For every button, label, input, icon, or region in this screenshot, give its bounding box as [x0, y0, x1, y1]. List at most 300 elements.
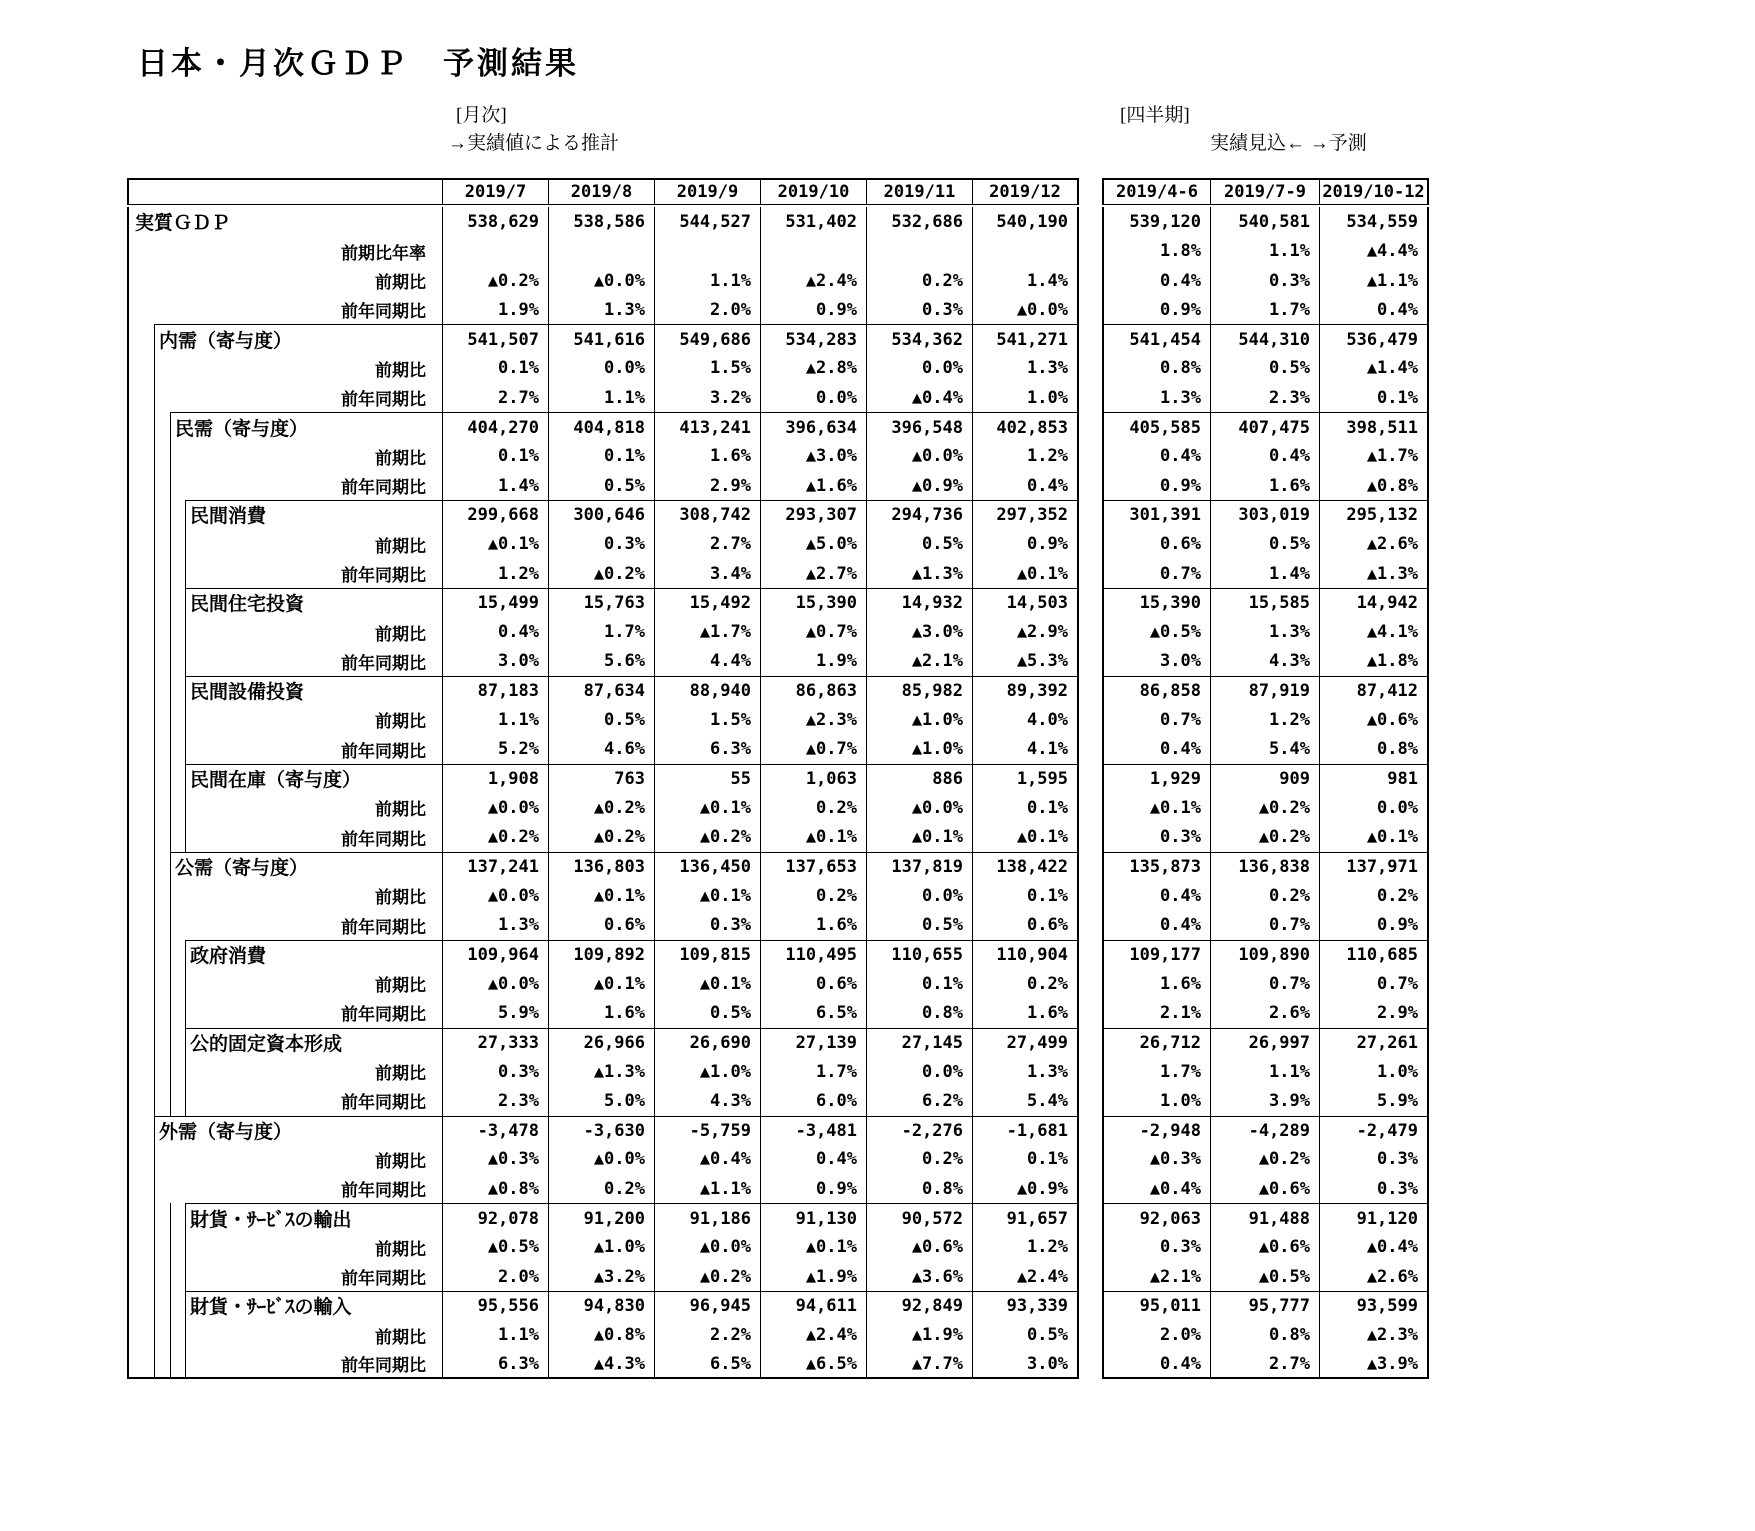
monthly-cell: ▲2.3%: [761, 705, 867, 734]
monthly-cell: 0.2%: [761, 881, 867, 910]
monthly-cell: 4.3%: [655, 1086, 761, 1115]
monthly-cell: 0.2%: [761, 793, 867, 822]
monthly-cell: 92,078: [443, 1203, 549, 1232]
monthly-cell: 1,908: [443, 764, 549, 793]
table-gap: [1079, 324, 1102, 353]
monthly-cell: 1.1%: [655, 266, 761, 295]
hierarchy-guide-line: [154, 1086, 155, 1115]
monthly-cell: 0.0%: [867, 354, 973, 383]
row-label: [127, 969, 443, 998]
row-label-text: 外需（寄与度）: [159, 1121, 293, 1143]
hierarchy-guide-line: [185, 998, 186, 1027]
hierarchy-guide-line: [154, 1350, 155, 1377]
monthly-cell: 763: [549, 764, 655, 793]
monthly-cell: 6.3%: [443, 1350, 549, 1379]
row-label: [127, 588, 443, 617]
table-gap: [1079, 1086, 1102, 1115]
hierarchy-guide-line: [154, 1057, 155, 1086]
monthly-cell: ▲0.4%: [867, 383, 973, 412]
hierarchy-guide-line: [170, 1086, 171, 1115]
monthly-cell: [549, 237, 655, 266]
hierarchy-guide-line: [170, 676, 171, 705]
page-title: 日本・月次ＧＤＰ 予測結果: [137, 46, 579, 81]
row-label-text: 前期比: [375, 360, 426, 380]
quarterly-cell: 5.9%: [1320, 1086, 1429, 1115]
quarterly-cell: ▲0.6%: [1211, 1233, 1320, 1262]
monthly-cell: 0.9%: [973, 530, 1079, 559]
quarterly-cell: 136,838: [1211, 852, 1320, 881]
monthly-cell: 538,629: [443, 207, 549, 236]
quarterly-cell: 0.7%: [1320, 969, 1429, 998]
monthly-cell: 0.2%: [867, 1145, 973, 1174]
hierarchy-guide-line: [185, 823, 186, 852]
table-gap: [1079, 881, 1102, 910]
hierarchy-guide-line: [185, 705, 186, 734]
monthly-cell: 3.2%: [655, 383, 761, 412]
hierarchy-guide-line: [185, 1233, 186, 1262]
monthly-cell: 4.4%: [655, 647, 761, 676]
table-gap: [1079, 705, 1102, 734]
quarterly-cell: 0.3%: [1102, 1233, 1211, 1262]
table-gap: [1079, 998, 1102, 1027]
hierarchy-guide-line: [154, 1291, 155, 1320]
hierarchy-guide-line: [154, 793, 155, 822]
monthly-cell: 87,183: [443, 676, 549, 705]
monthly-cell: 26,690: [655, 1028, 761, 1057]
monthly-cell: ▲2.4%: [761, 266, 867, 295]
quarterly-cell: 15,585: [1211, 588, 1320, 617]
quarterly-cell: 2.0%: [1102, 1321, 1211, 1350]
row-label: [127, 266, 443, 295]
monthly-cell: 0.4%: [443, 617, 549, 646]
table-gap: [1079, 823, 1102, 852]
quarterly-cell: 405,585: [1102, 412, 1211, 441]
monthly-cell: 1.1%: [443, 1321, 549, 1350]
monthly-cell: 2.3%: [443, 1086, 549, 1115]
monthly-cell: 2.9%: [655, 471, 761, 500]
table-gap: [1079, 969, 1102, 998]
hierarchy-guide-line: [154, 1028, 155, 1057]
monthly-cell: 95,556: [443, 1291, 549, 1320]
monthly-cell: 137,653: [761, 852, 867, 881]
hierarchy-guide-line: [185, 647, 186, 676]
hierarchy-guide-line: [154, 676, 155, 705]
quarterly-cell: 0.3%: [1211, 266, 1320, 295]
hierarchy-guide-line: [170, 500, 171, 529]
monthly-cell: 90,572: [867, 1203, 973, 1232]
monthly-cell: ▲1.3%: [867, 559, 973, 588]
monthly-cell: 136,450: [655, 852, 761, 881]
monthly-cell: ▲0.2%: [443, 266, 549, 295]
monthly-cell: 531,402: [761, 207, 867, 236]
quarterly-cell: 1.8%: [1102, 237, 1211, 266]
hierarchy-guide-line: [170, 998, 171, 1027]
hierarchy-guide-line: [185, 1291, 186, 1320]
table-gap: [1079, 1203, 1102, 1232]
quarterly-cell: 0.5%: [1211, 354, 1320, 383]
monthly-cell: 0.5%: [549, 471, 655, 500]
monthly-cell: -1,681: [973, 1116, 1079, 1145]
quarterly-cell: 1.6%: [1211, 471, 1320, 500]
table-gap: [1079, 647, 1102, 676]
hierarchy-guide-line: [170, 471, 171, 500]
hierarchy-guide-line: [170, 852, 171, 881]
hierarchy-guide-line: [170, 1057, 171, 1086]
monthly-cell: 15,763: [549, 588, 655, 617]
table-gap: [1079, 764, 1102, 793]
monthly-cell: 0.1%: [443, 442, 549, 471]
table-gap: [1079, 735, 1102, 764]
row-label: [127, 1057, 443, 1086]
row-label-text: 前期比: [375, 888, 426, 908]
monthly-cell: 1.5%: [655, 705, 761, 734]
monthly-cell: 404,270: [443, 412, 549, 441]
quarterly-cell: ▲1.7%: [1320, 442, 1429, 471]
monthly-cell: ▲0.7%: [761, 735, 867, 764]
hierarchy-guide-line: [185, 559, 186, 588]
monthly-cell: 396,548: [867, 412, 973, 441]
monthly-cell: 1.9%: [761, 647, 867, 676]
row-label-text: 前年同期比: [341, 1093, 426, 1113]
quarterly-cell: 1.7%: [1211, 295, 1320, 324]
quarterly-cell: 92,063: [1102, 1203, 1211, 1232]
quarterly-cell: 0.4%: [1211, 442, 1320, 471]
monthly-cell: ▲1.0%: [655, 1057, 761, 1086]
quarterly-cell: 14,942: [1320, 588, 1429, 617]
monthly-cell: 1.2%: [973, 442, 1079, 471]
row-label: [127, 676, 443, 705]
row-label-text: 民需（寄与度）: [175, 418, 309, 440]
table-gap: [1079, 1350, 1102, 1379]
monthly-cell: 0.2%: [549, 1174, 655, 1203]
monthly-cell: -5,759: [655, 1116, 761, 1145]
quarterly-cell: 0.5%: [1211, 530, 1320, 559]
table-gap: [1079, 793, 1102, 822]
hierarchy-guide-line: [185, 1321, 186, 1350]
monthly-cell: 1.6%: [973, 998, 1079, 1027]
monthly-cell: ▲3.0%: [867, 617, 973, 646]
quarterly-cell: ▲1.8%: [1320, 647, 1429, 676]
hierarchy-guide-line: [154, 852, 155, 881]
monthly-cell: 5.6%: [549, 647, 655, 676]
hierarchy-guide-line: [170, 793, 171, 822]
table-gap: [1079, 237, 1102, 266]
quarterly-cell: ▲2.6%: [1320, 1262, 1429, 1291]
hierarchy-guide-line: [185, 1350, 186, 1377]
quarterly-cell: ▲0.8%: [1320, 471, 1429, 500]
monthly-cell: ▲0.1%: [973, 823, 1079, 852]
hierarchy-guide-line: [154, 998, 155, 1027]
quarterly-cell: 0.3%: [1320, 1145, 1429, 1174]
row-label: [127, 559, 443, 588]
row-label: [127, 617, 443, 646]
quarterly-cell: ▲0.1%: [1320, 823, 1429, 852]
monthly-cell: 0.1%: [443, 354, 549, 383]
monthly-cell: 0.8%: [867, 998, 973, 1027]
monthly-cell: ▲0.6%: [867, 1233, 973, 1262]
monthly-cell: 0.3%: [867, 295, 973, 324]
monthly-cell: 0.1%: [867, 969, 973, 998]
quarterly-cell: 95,777: [1211, 1291, 1320, 1320]
monthly-cell: ▲0.8%: [549, 1321, 655, 1350]
row-label-text: 前年同期比: [341, 917, 426, 937]
monthly-cell: 15,492: [655, 588, 761, 617]
monthly-cell: 0.0%: [761, 383, 867, 412]
monthly-cell: 0.5%: [549, 705, 655, 734]
row-label-text: 前年同期比: [341, 566, 426, 585]
row-label: [127, 1116, 443, 1145]
monthly-cell: ▲0.1%: [655, 793, 761, 822]
monthly-cell: 0.5%: [655, 998, 761, 1027]
quarterly-cell: 0.7%: [1211, 910, 1320, 939]
monthly-cell: 0.4%: [761, 1145, 867, 1174]
row-label-text: 前年同期比: [341, 653, 426, 673]
monthly-cell: 0.1%: [973, 793, 1079, 822]
quarterly-cell: 3.0%: [1102, 647, 1211, 676]
monthly-cell: ▲0.2%: [443, 823, 549, 852]
monthly-cell: 297,352: [973, 500, 1079, 529]
quarterly-cell: ▲0.4%: [1320, 1233, 1429, 1262]
quarterly-cell: 303,019: [1211, 500, 1320, 529]
table-gap: [1079, 295, 1102, 324]
quarterly-cell: 1,929: [1102, 764, 1211, 793]
row-label: [127, 998, 443, 1027]
column-header-quarterly: 2019/4-6: [1102, 178, 1211, 205]
quarterly-cell: 0.9%: [1320, 910, 1429, 939]
quarterly-cell: 0.2%: [1320, 881, 1429, 910]
row-label: [127, 823, 443, 852]
hierarchy-guide-line: [154, 1203, 155, 1232]
row-label-text: 前期比: [375, 1327, 426, 1347]
quarterly-note-tag: [四半期]: [1120, 105, 1190, 126]
monthly-cell: ▲2.4%: [761, 1321, 867, 1350]
monthly-cell: [867, 237, 973, 266]
monthly-cell: 534,362: [867, 324, 973, 353]
monthly-cell: 0.6%: [761, 969, 867, 998]
monthly-cell: ▲0.0%: [443, 969, 549, 998]
monthly-cell: 1.3%: [549, 295, 655, 324]
row-label-text: 前期比: [375, 1239, 426, 1259]
quarterly-cell: 0.4%: [1102, 1350, 1211, 1379]
monthly-cell: 4.1%: [973, 735, 1079, 764]
monthly-cell: 91,200: [549, 1203, 655, 1232]
row-label: [127, 793, 443, 822]
monthly-cell: 15,499: [443, 588, 549, 617]
monthly-cell: 1.3%: [443, 910, 549, 939]
hierarchy-guide-line: [185, 793, 186, 822]
row-label-text: 前期比: [375, 800, 426, 820]
monthly-cell: 89,392: [973, 676, 1079, 705]
monthly-cell: ▲7.7%: [867, 1350, 973, 1379]
hierarchy-guide-line: [154, 412, 155, 441]
row-label-text: 民間消費: [190, 506, 267, 528]
hierarchy-guide-line: [154, 764, 155, 793]
hierarchy-guide-line: [170, 412, 171, 441]
row-label: [127, 530, 443, 559]
monthly-cell: ▲0.4%: [655, 1145, 761, 1174]
quarterly-cell: 1.1%: [1211, 237, 1320, 266]
quarterly-cell: 86,858: [1102, 676, 1211, 705]
quarterly-cell: 0.4%: [1102, 735, 1211, 764]
monthly-cell: 27,145: [867, 1028, 973, 1057]
monthly-cell: 96,945: [655, 1291, 761, 1320]
quarterly-cell: 2.3%: [1211, 383, 1320, 412]
hierarchy-guide-line: [170, 1350, 171, 1377]
monthly-cell: ▲5.3%: [973, 647, 1079, 676]
monthly-cell: ▲2.4%: [973, 1262, 1079, 1291]
monthly-cell: 91,130: [761, 1203, 867, 1232]
column-header-monthly: 2019/7: [443, 178, 549, 205]
quarterly-cell: 0.0%: [1320, 793, 1429, 822]
row-label-text: 前年同期比: [341, 829, 426, 849]
monthly-cell: 0.0%: [867, 1057, 973, 1086]
hierarchy-guide-line: [154, 588, 155, 617]
monthly-note-tag: [月次]: [456, 105, 507, 126]
quarterly-cell: -4,289: [1211, 1116, 1320, 1145]
monthly-cell: 404,818: [549, 412, 655, 441]
row-label: [127, 1291, 443, 1320]
monthly-cell: 0.2%: [867, 266, 973, 295]
monthly-cell: 2.2%: [655, 1321, 761, 1350]
monthly-cell: 1.7%: [549, 617, 655, 646]
quarterly-cell: 398,511: [1320, 412, 1429, 441]
row-label: [127, 207, 443, 236]
monthly-cell: ▲0.2%: [655, 1262, 761, 1291]
quarterly-cell: 407,475: [1211, 412, 1320, 441]
monthly-cell: 299,668: [443, 500, 549, 529]
monthly-cell: 109,892: [549, 940, 655, 969]
monthly-cell: ▲3.6%: [867, 1262, 973, 1291]
quarterly-cell: 0.9%: [1102, 471, 1211, 500]
monthly-cell: 3.0%: [443, 647, 549, 676]
monthly-cell: 1.6%: [761, 910, 867, 939]
monthly-cell: ▲0.2%: [549, 823, 655, 852]
monthly-cell: ▲1.0%: [549, 1233, 655, 1262]
monthly-cell: 2.7%: [443, 383, 549, 412]
hierarchy-guide-line: [154, 471, 155, 500]
monthly-cell: 541,271: [973, 324, 1079, 353]
row-label: [127, 1233, 443, 1262]
row-label: [127, 237, 443, 266]
row-label-text: 公的固定資本形成: [190, 1033, 343, 1055]
table-gap: [1079, 442, 1102, 471]
row-label-text: 前期比: [375, 712, 426, 732]
monthly-cell: 1,063: [761, 764, 867, 793]
monthly-cell: 0.1%: [973, 881, 1079, 910]
column-header-quarterly: 2019/10-12: [1320, 178, 1429, 205]
row-label: [127, 1350, 443, 1379]
monthly-note: [448, 102, 619, 158]
monthly-cell: -3,481: [761, 1116, 867, 1145]
monthly-cell: ▲0.1%: [761, 1233, 867, 1262]
quarterly-cell: 110,685: [1320, 940, 1429, 969]
monthly-cell: 2.0%: [443, 1262, 549, 1291]
monthly-cell: 4.0%: [973, 705, 1079, 734]
quarterly-cell: 5.4%: [1211, 735, 1320, 764]
monthly-cell: ▲2.8%: [761, 354, 867, 383]
quarterly-cell: 539,120: [1102, 207, 1211, 236]
monthly-cell: 5.4%: [973, 1086, 1079, 1115]
row-label-text: 前年同期比: [341, 390, 426, 410]
quarterly-cell: -2,479: [1320, 1116, 1429, 1145]
quarterly-cell: 541,454: [1102, 324, 1211, 353]
quarterly-cell: 2.6%: [1211, 998, 1320, 1027]
monthly-cell: 538,586: [549, 207, 655, 236]
row-label-text: 内需（寄与度）: [159, 330, 293, 352]
monthly-cell: 87,634: [549, 676, 655, 705]
monthly-cell: ▲0.9%: [973, 1174, 1079, 1203]
monthly-cell: ▲0.8%: [443, 1174, 549, 1203]
row-label-text: 前年同期比: [341, 302, 426, 322]
row-label-text: 民間在庫（寄与度）: [190, 770, 362, 792]
quarterly-cell: 1.2%: [1211, 705, 1320, 734]
row-label: [127, 442, 443, 471]
row-label: [127, 705, 443, 734]
monthly-cell: ▲0.2%: [549, 793, 655, 822]
quarterly-cell: 981: [1320, 764, 1429, 793]
monthly-cell: 0.3%: [443, 1057, 549, 1086]
quarterly-cell: 0.4%: [1102, 910, 1211, 939]
row-label: [127, 1174, 443, 1203]
monthly-cell: [443, 237, 549, 266]
monthly-cell: 5.2%: [443, 735, 549, 764]
row-label-text: 財貨・ｻｰﾋﾞｽの輸出: [190, 1209, 352, 1231]
monthly-cell: 540,190: [973, 207, 1079, 236]
row-label: [127, 881, 443, 910]
row-label-text: 前年同期比: [341, 478, 426, 498]
quarterly-cell: 0.4%: [1320, 295, 1429, 324]
quarterly-cell: 137,971: [1320, 852, 1429, 881]
monthly-cell: ▲0.2%: [655, 823, 761, 852]
row-label: [127, 764, 443, 793]
monthly-cell: 3.4%: [655, 559, 761, 588]
hierarchy-guide-line: [170, 559, 171, 588]
quarterly-cell: 1.0%: [1320, 1057, 1429, 1086]
row-label: [127, 940, 443, 969]
monthly-cell: ▲0.1%: [443, 530, 549, 559]
monthly-cell: ▲0.0%: [443, 793, 549, 822]
quarterly-cell: 1.0%: [1102, 1086, 1211, 1115]
quarterly-cell: ▲0.6%: [1320, 705, 1429, 734]
quarterly-cell: 1.4%: [1211, 559, 1320, 588]
table-gap: [1079, 266, 1102, 295]
monthly-cell: 1.4%: [443, 471, 549, 500]
monthly-cell: 91,657: [973, 1203, 1079, 1232]
hierarchy-guide-line: [154, 500, 155, 529]
monthly-cell: 2.7%: [655, 530, 761, 559]
monthly-cell: 541,616: [549, 324, 655, 353]
monthly-cell: 85,982: [867, 676, 973, 705]
monthly-cell: ▲0.1%: [973, 559, 1079, 588]
monthly-cell: 0.4%: [973, 471, 1079, 500]
monthly-cell: ▲0.0%: [549, 266, 655, 295]
monthly-cell: 0.6%: [973, 910, 1079, 939]
hierarchy-guide-line: [154, 530, 155, 559]
quarterly-cell: 2.7%: [1211, 1350, 1320, 1379]
monthly-cell: 86,863: [761, 676, 867, 705]
monthly-note-desc: →実績値による推計: [448, 133, 620, 154]
monthly-cell: ▲1.7%: [655, 617, 761, 646]
hierarchy-guide-line: [154, 324, 155, 353]
quarterly-cell: ▲0.5%: [1211, 1262, 1320, 1291]
monthly-cell: 27,139: [761, 1028, 867, 1057]
monthly-cell: 3.0%: [973, 1350, 1079, 1379]
hierarchy-guide-line: [154, 969, 155, 998]
monthly-cell: ▲0.3%: [443, 1145, 549, 1174]
quarterly-cell: 0.8%: [1320, 735, 1429, 764]
monthly-cell: 6.3%: [655, 735, 761, 764]
monthly-cell: 1.4%: [973, 266, 1079, 295]
